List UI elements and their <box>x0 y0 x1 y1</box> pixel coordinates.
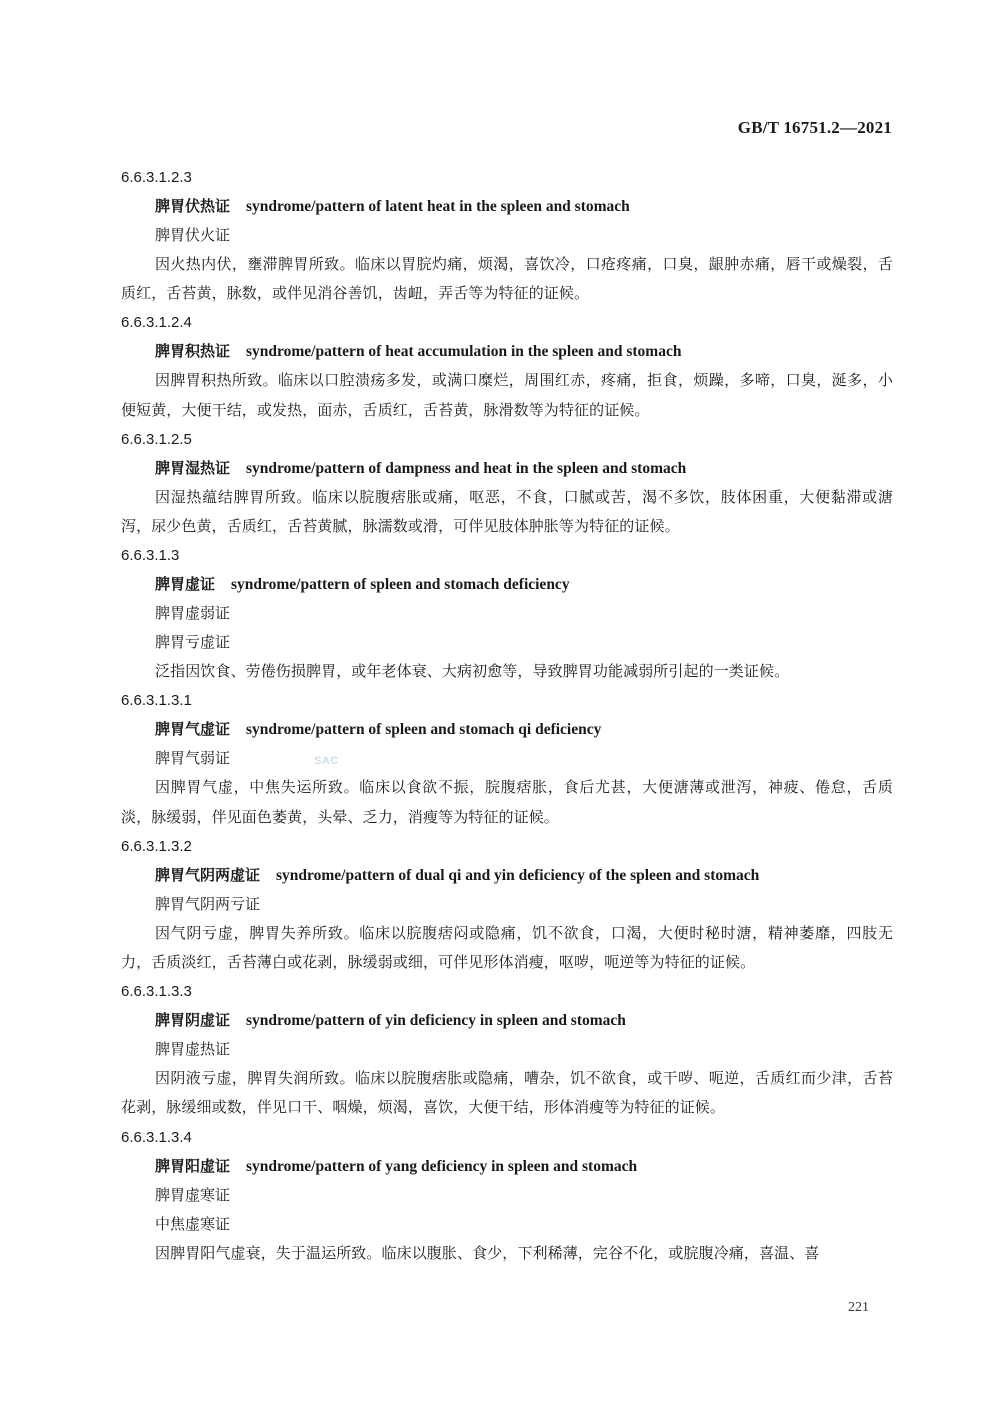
term-heading <box>121 192 893 221</box>
entry-1 <box>121 163 893 308</box>
synonym: 脾胃气弱证 <box>155 749 231 768</box>
term-english: syndrome/pattern of spleen and stomach deficiency <box>231 576 570 594</box>
definition: 因火热内伏，壅滞脾胃所致。临床以胃脘灼痛，烦渴，喜饮冷，口疮疼痛，口臭，龈肿赤痛，唇干或燥裂，舌质红，舌苔黄，脉数，或伴见消谷善饥，齿衄，弄舌等为特征的证候。 <box>121 255 893 303</box>
term-english: syndrome/pattern of dampness and heat in the spleen and stomach <box>246 459 687 477</box>
term-heading <box>121 570 893 599</box>
term-heading <box>121 1152 893 1181</box>
term-chinese: 脾胃气阴两虚证 <box>155 865 261 884</box>
term-chinese: 脾胃虚证 <box>155 575 216 594</box>
definition: 因脾胃气虚，中焦失运所致。临床以食欲不振，脘腹痞胀，食后尤甚，大便溏薄或泄泻，神疲、倦怠，舌质淡，脉缓弱，伴见面色萎黄，头晕、乏力，消瘦等为特征的证候。 <box>121 778 893 826</box>
term-chinese: 脾胃积热证 <box>155 342 231 361</box>
entry-3 <box>121 425 893 541</box>
entry-number: 6.6.3.1.3.2 <box>121 837 192 855</box>
synonym: 中焦虚寒证 <box>155 1214 231 1233</box>
entry-5 <box>121 686 893 831</box>
entry-6 <box>121 832 893 977</box>
entry-number: 6.6.3.1.3 <box>121 547 180 565</box>
page-number: 221 <box>848 1300 869 1315</box>
term-english: syndrome/pattern of heat accumulation in the spleen and stomach <box>246 343 682 361</box>
entry-number: 6.6.3.1.3.1 <box>121 692 192 710</box>
entry-number: 6.6.3.1.3.4 <box>121 1128 192 1146</box>
definition: 因脾胃积热所致。临床以口腔溃疡多发，或满口糜烂，周围红赤，疼痛，拒食，烦躁，多啼，口臭，涎多，小便短黄，大便干结，或发热，面赤，舌质红，舌苔黄，脉滑数等为特征的证候。 <box>121 371 893 419</box>
entry-number: 6.6.3.1.2.5 <box>121 430 192 448</box>
term-chinese: 脾胃伏热证 <box>155 197 231 215</box>
entry-number: 6.6.3.1.3.3 <box>121 983 192 1001</box>
term-chinese: 脾胃气虚证 <box>155 720 231 739</box>
term-english: syndrome/pattern of spleen and stomach qi deficiency <box>246 721 602 739</box>
definition: 因阴液亏虚，脾胃失润所致。临床以脘腹痞胀或隐痛，嘈杂，饥不欲食，或干哕、呃逆，舌质红而少津，舌苔花剥，脉缓细或数，伴见口干、咽燥，烦渴，喜饮，大便干结，形体消瘦等为特征的证候。 <box>121 1069 893 1117</box>
term-english: syndrome/pattern of dual qi and yin deficiency of the spleen and stomach <box>276 866 760 884</box>
definition: 因气阴亏虚，脾胃失养所致。临床以脘腹痞闷或隐痛，饥不欲食，口渴，大便时秘时溏，精神萎靡，四肢无力，舌质淡红，舌苔薄白或花剥，脉缓弱或细，可伴见形体消瘦，呕哕，呃逆等为特征的证候。 <box>121 923 893 972</box>
definition: 因湿热蕴结脾胃所致。临床以脘腹痞胀或痛，呕恶，不食，口腻或苦，渴不多饮，肢体困重，大便黏滞或溏泻，尿少色黄，舌质红，舌苔黄腻，脉濡数或滑，可伴见肢体肿胀等为特征的证候。 <box>121 487 893 536</box>
entry-4 <box>121 541 893 686</box>
definition: 泛指因饮食、劳倦伤损脾胃，或年老体衰、大病初愈等，导致脾胃功能减弱所引起的一类证候。 <box>155 662 790 681</box>
synonym: 脾胃气阴两亏证 <box>155 894 261 913</box>
definition: 因脾胃阳气虚衰，失于温运所致。临床以腹胀、食少，下利稀薄，完谷不化，或脘腹冷痛，喜温、喜 <box>155 1243 820 1262</box>
term-english: syndrome/pattern of yin deficiency in spleen and stomach <box>246 1012 626 1030</box>
term-heading <box>121 715 893 744</box>
entry-7 <box>121 977 893 1122</box>
term-chinese: 脾胃阳虚证 <box>155 1156 231 1175</box>
term-heading <box>121 337 893 366</box>
term-chinese: 脾胃阴虚证 <box>155 1011 231 1030</box>
synonym: 脾胃虚弱证 <box>155 604 231 623</box>
synonym: 脾胃亏虚证 <box>155 633 231 652</box>
synonym: 脾胃伏火证 <box>155 226 231 244</box>
entry-number: 6.6.3.1.2.4 <box>121 314 192 332</box>
term-heading <box>121 1006 893 1035</box>
synonym: 脾胃虚热证 <box>155 1040 231 1059</box>
standard-code: GB/T 16751.2—2021 <box>737 118 892 137</box>
entry-2 <box>121 308 893 424</box>
term-heading <box>121 861 893 890</box>
document-body <box>121 163 893 1268</box>
entry-number: 6.6.3.1.2.3 <box>121 169 192 186</box>
entry-8 <box>121 1123 893 1268</box>
watermark-logo: SAC <box>314 755 339 767</box>
term-heading <box>121 454 893 483</box>
synonym: 脾胃虚寒证 <box>155 1185 231 1204</box>
term-english: syndrome/pattern of yang deficiency in spleen and stomach <box>246 1157 638 1175</box>
term-english: syndrome/pattern of latent heat in the spleen and stomach <box>246 198 630 215</box>
term-chinese: 脾胃湿热证 <box>155 458 231 477</box>
